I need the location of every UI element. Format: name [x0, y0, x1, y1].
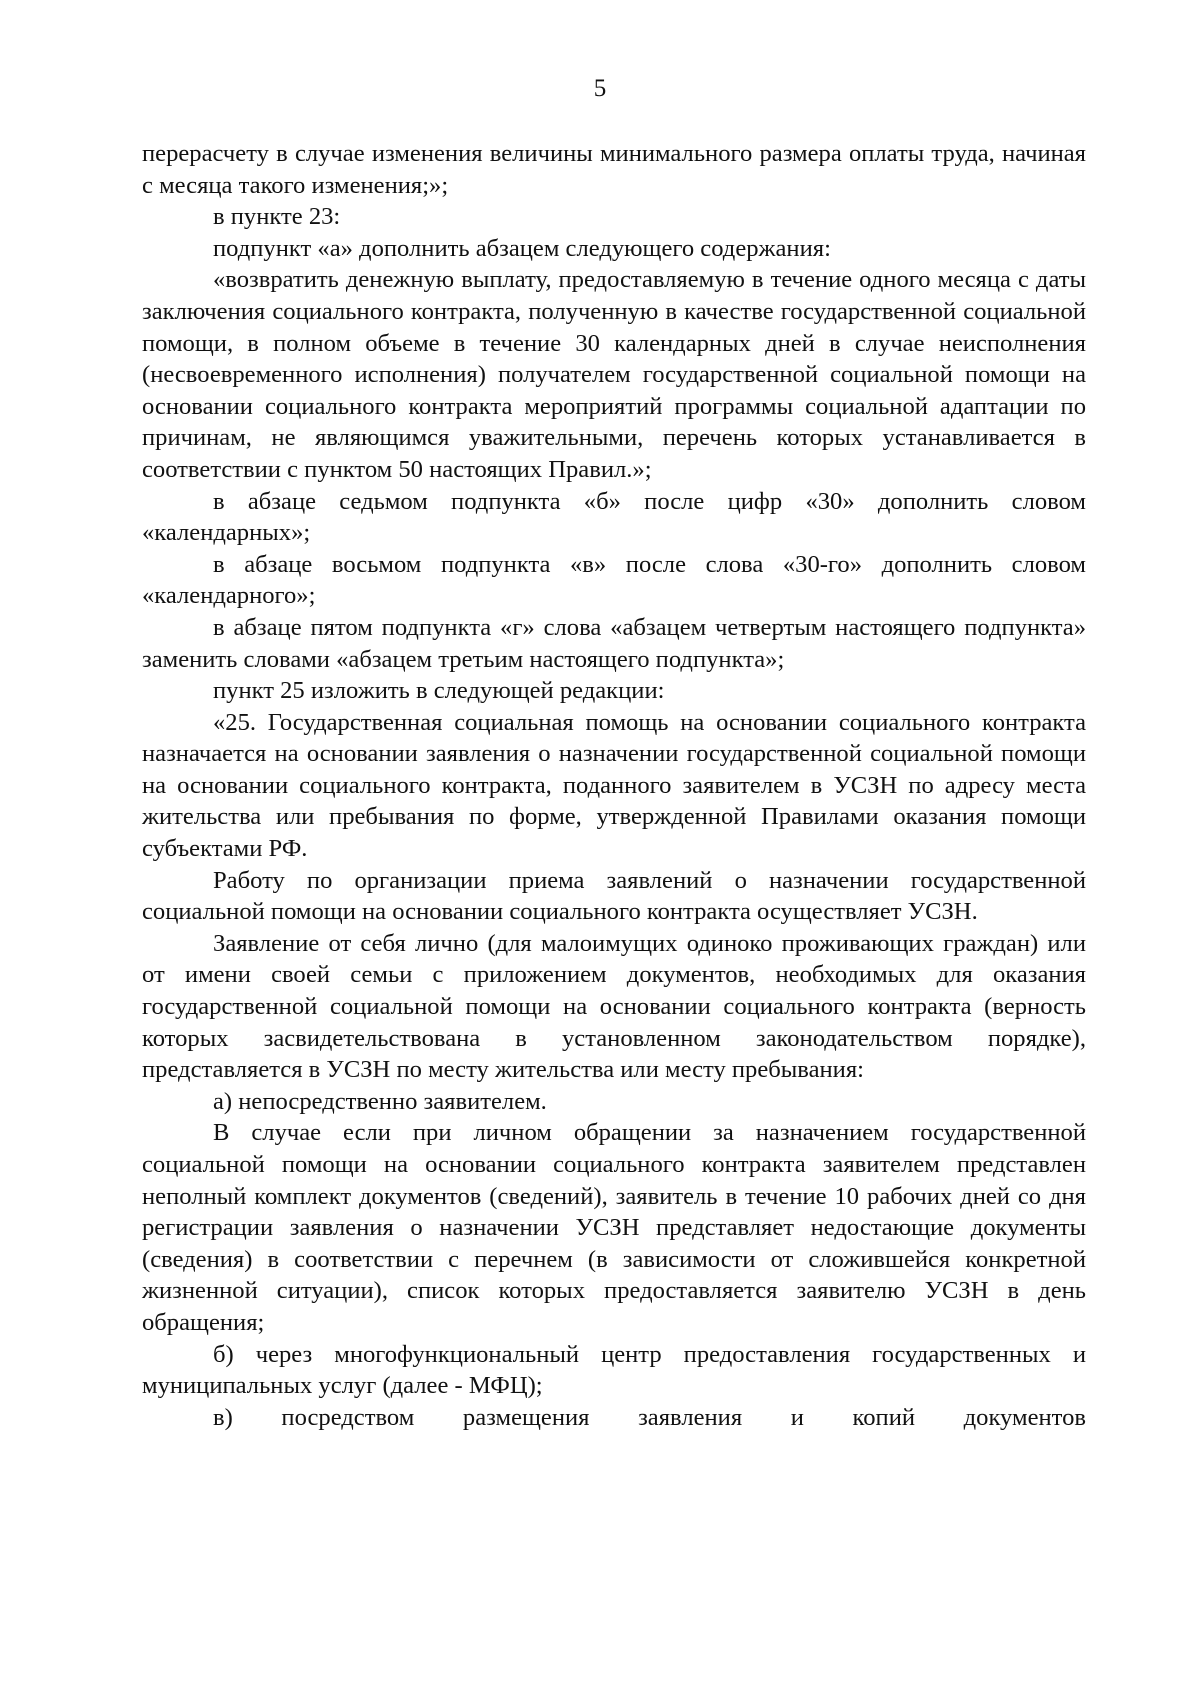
paragraph: Заявление от себя лично (для малоимущих одиноко проживающих граждан) или от имени своей семьи с приложением документов, необходимых для оказания государственной социальной помощи на основании социального контракта (верность которых засвидетельствована в установленном законодательством порядке), представляется в УСЗН по месту жительства или месту пребывания:	[142, 929, 1086, 1084]
paragraph: подпункт «а» дополнить абзацем следующего содержания:	[213, 234, 831, 262]
document-body	[142, 138, 1086, 1433]
paragraph: б) через многофункциональный центр предоставления государственных и муниципальных услуг (далее - МФЦ);	[142, 1340, 1086, 1400]
paragraph: в абзаце пятом подпункта «г» слова «абзацем четвертым настоящего подпункта» заменить словами «абзацем третьим настоящего подпункта»;	[142, 613, 1086, 673]
paragraph: перерасчету в случае изменения величины минимального размера оплаты труда, начиная с месяца такого изменения;»;	[142, 140, 1086, 199]
paragraph: в абзаце седьмом подпункта «б» после цифр «30» дополнить словом «календарных»;	[142, 487, 1086, 547]
paragraph: В случае если при личном обращении за назначением государственной социальной помощи на основании социального контракта заявителем представлен неполный комплект документов (сведений), заявитель в течение 10 рабочих дней со дня регистрации заявления о назначении УСЗН представляет недостающие документы (сведения) в соответствии с перечнем (в зависимости от сложившейся конкретной жизненной ситуации), список которых предоставляется заявителю УСЗН в день обращения;	[142, 1119, 1086, 1336]
paragraph: а) непосредственно заявителем.	[213, 1087, 547, 1115]
paragraph: «25. Государственная социальная помощь на основании социального контракта назначается на основании заявления о назначении государственной социальной помощи на основании социального контракта, поданного заявителем в УСЗН по адресу места жительства или пребывания по форме, утвержденной Правилами оказания помощи субъектами РФ.	[142, 708, 1086, 863]
paragraph: в) посредством размещения заявления и копий документов	[213, 1403, 1086, 1431]
paragraph: Работу по организации приема заявлений о назначении государственной социальной помощи на основании социального контракта осуществляет УСЗН.	[142, 866, 1086, 926]
paragraph: «возвратить денежную выплату, предоставляемую в течение одного месяца с даты заключения социального контракта, полученную в качестве государственной социальной помощи, в полном объеме в течение 30 календарных дней в случае неисполнения (несвоевременного исполнения) получателем государственной социальной помощи на основании социального контракта мероприятий программы социальной адаптации по причинам, не являющимся уважительными, перечень которых устанавливается в соответствии с пунктом 50 настоящих Правил.»;	[142, 266, 1086, 483]
paragraph: в абзаце восьмом подпункта «в» после слова «30-го» дополнить словом «календарного»;	[142, 550, 1086, 610]
page-number: 5	[593, 75, 607, 102]
paragraph: в пункте 23:	[213, 203, 341, 231]
paragraph: пункт 25 изложить в следующей редакции:	[213, 677, 665, 705]
